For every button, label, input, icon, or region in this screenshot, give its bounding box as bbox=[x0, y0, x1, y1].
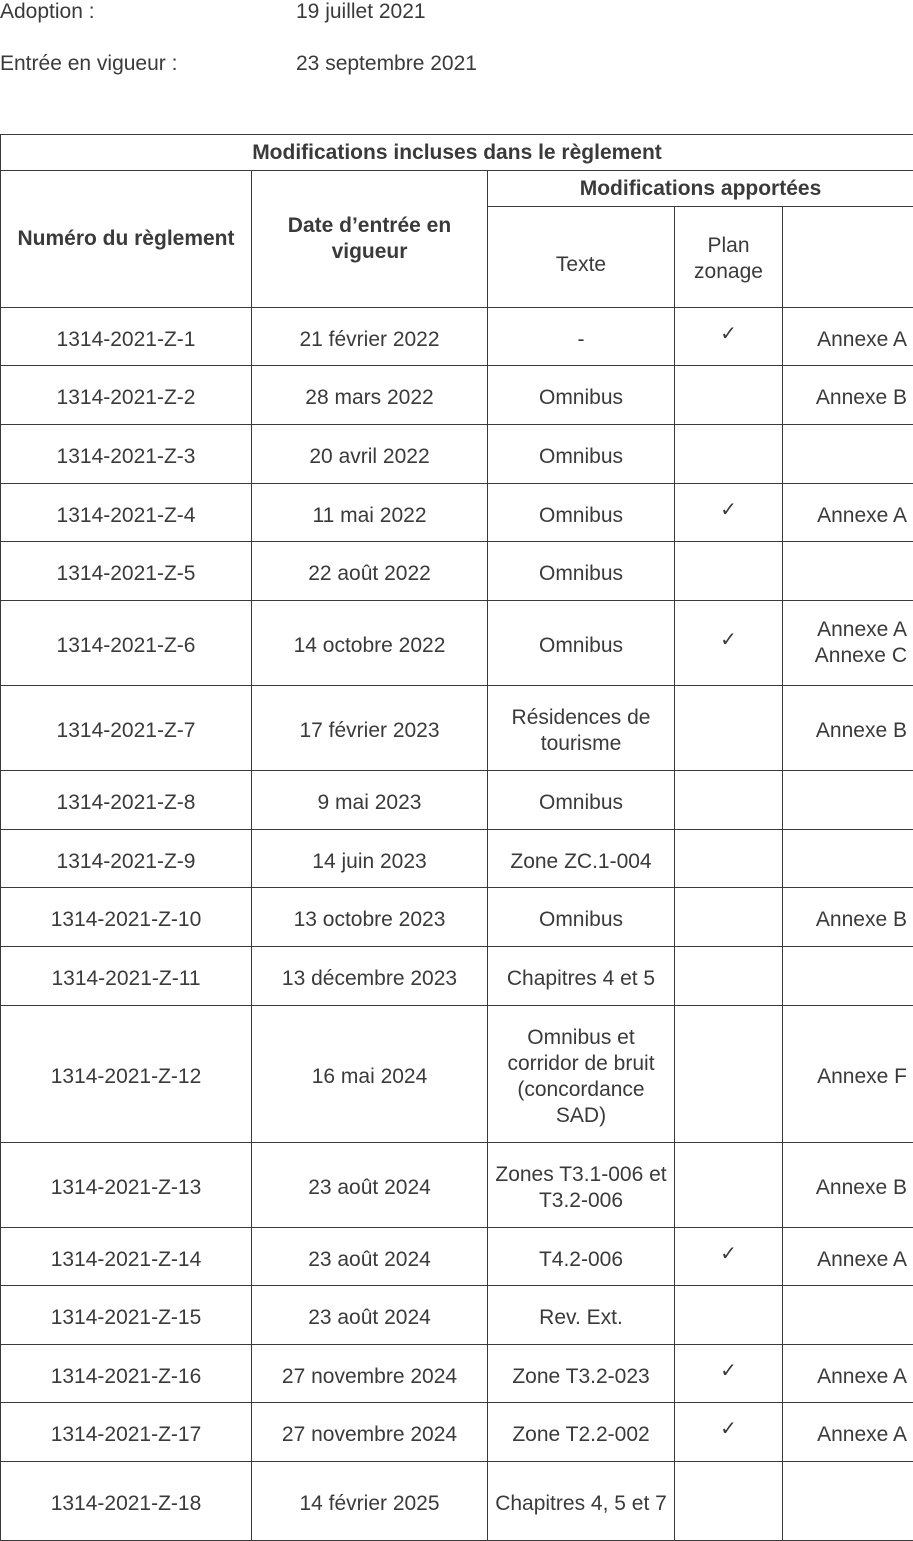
cell-numero: 1314-2021-Z-17 bbox=[1, 1403, 252, 1462]
cell-numero: 1314-2021-Z-15 bbox=[1, 1286, 252, 1345]
cell-numero: 1314-2021-Z-16 bbox=[1, 1345, 252, 1403]
header-annexe bbox=[783, 207, 913, 308]
cell-numero: 1314-2021-Z-13 bbox=[1, 1143, 252, 1228]
cell-date: 9 mai 2023 bbox=[252, 771, 488, 830]
table-row bbox=[1, 425, 913, 484]
cell-plan bbox=[675, 888, 783, 947]
cell-texte: Chapitres 4, 5 et 7 bbox=[488, 1462, 675, 1541]
checkmark-icon: ✓ bbox=[720, 1360, 737, 1382]
cell-annexe bbox=[783, 308, 913, 366]
cell-annexe bbox=[783, 888, 913, 947]
cell-annexe bbox=[783, 1403, 913, 1462]
checkmark-icon: ✓ bbox=[720, 1243, 737, 1265]
cell-plan bbox=[675, 1143, 783, 1228]
annexe-label: Annexe C bbox=[785, 643, 907, 669]
table-row bbox=[1, 542, 913, 601]
cell-date: 23 août 2024 bbox=[252, 1286, 488, 1345]
annexe-label: Annexe B bbox=[785, 718, 907, 744]
checkmark-icon: ✓ bbox=[720, 1418, 737, 1440]
checkmark-icon: ✓ bbox=[720, 323, 737, 345]
cell-date: 20 avril 2022 bbox=[252, 425, 488, 484]
cell-texte: Omnibus bbox=[488, 425, 675, 484]
cell-plan bbox=[675, 1403, 783, 1462]
annexe-label: Annexe F bbox=[785, 1064, 907, 1090]
cell-plan bbox=[675, 425, 783, 484]
cell-date: 27 novembre 2024 bbox=[252, 1345, 488, 1403]
cell-annexe bbox=[783, 1286, 913, 1345]
cell-annexe bbox=[783, 1006, 913, 1143]
annexe-label: Annexe B bbox=[785, 385, 907, 411]
annexe-label: Annexe A bbox=[785, 1247, 907, 1273]
cell-numero: 1314-2021-Z-1 bbox=[1, 308, 252, 366]
cell-numero: 1314-2021-Z-2 bbox=[1, 366, 252, 425]
cell-texte: Résidences de tourisme bbox=[488, 686, 675, 771]
table-row bbox=[1, 888, 913, 947]
cell-numero: 1314-2021-Z-3 bbox=[1, 425, 252, 484]
cell-plan bbox=[675, 484, 783, 542]
table-row bbox=[1, 484, 913, 542]
vigueur-date: 23 septembre 2021 bbox=[296, 52, 477, 76]
cell-date: 27 novembre 2024 bbox=[252, 1403, 488, 1462]
header-numero: Numéro du règlement bbox=[1, 171, 252, 308]
cell-texte: Omnibus et corridor de bruit (concordance SAD) bbox=[488, 1006, 675, 1143]
cell-plan bbox=[675, 601, 783, 686]
cell-annexe bbox=[783, 686, 913, 771]
table-row bbox=[1, 1143, 913, 1228]
annexe-label: Annexe B bbox=[785, 907, 907, 933]
cell-date: 21 février 2022 bbox=[252, 308, 488, 366]
table-row bbox=[1, 947, 913, 1006]
annexe-label: Annexe A bbox=[785, 617, 907, 643]
cell-texte: Zone T2.2-002 bbox=[488, 1403, 675, 1462]
table-title: Modifications incluses dans le règlement bbox=[1, 135, 913, 171]
cell-annexe bbox=[783, 425, 913, 484]
cell-date: 11 mai 2022 bbox=[252, 484, 488, 542]
table-row bbox=[1, 1345, 913, 1403]
header-modifications: Modifications apportées bbox=[488, 171, 913, 207]
cell-plan bbox=[675, 686, 783, 771]
cell-date: 14 octobre 2022 bbox=[252, 601, 488, 686]
modifications-table bbox=[0, 134, 913, 1541]
annexe-label: Annexe A bbox=[785, 1422, 907, 1448]
cell-texte: Zone ZC.1-004 bbox=[488, 830, 675, 888]
cell-texte: Zones T3.1-006 et T3.2-006 bbox=[488, 1143, 675, 1228]
table-row bbox=[1, 1006, 913, 1143]
cell-texte: Omnibus bbox=[488, 601, 675, 686]
cell-date: 14 février 2025 bbox=[252, 1462, 488, 1541]
cell-date: 13 octobre 2023 bbox=[252, 888, 488, 947]
cell-texte: Omnibus bbox=[488, 771, 675, 830]
cell-texte: Rev. Ext. bbox=[488, 1286, 675, 1345]
checkmark-icon: ✓ bbox=[720, 629, 737, 651]
cell-numero: 1314-2021-Z-14 bbox=[1, 1228, 252, 1286]
cell-numero: 1314-2021-Z-18 bbox=[1, 1462, 252, 1541]
cell-annexe bbox=[783, 601, 913, 686]
annexe-label: Annexe A bbox=[785, 1364, 907, 1390]
cell-date: 23 août 2024 bbox=[252, 1228, 488, 1286]
cell-numero: 1314-2021-Z-11 bbox=[1, 947, 252, 1006]
cell-numero: 1314-2021-Z-6 bbox=[1, 601, 252, 686]
adoption-label: Adoption : bbox=[0, 0, 95, 24]
cell-numero: 1314-2021-Z-5 bbox=[1, 542, 252, 601]
table-row bbox=[1, 686, 913, 771]
table-row bbox=[1, 1228, 913, 1286]
cell-date: 13 décembre 2023 bbox=[252, 947, 488, 1006]
cell-plan bbox=[675, 1286, 783, 1345]
cell-date: 14 juin 2023 bbox=[252, 830, 488, 888]
cell-numero: 1314-2021-Z-12 bbox=[1, 1006, 252, 1143]
cell-annexe bbox=[783, 1228, 913, 1286]
cell-plan bbox=[675, 308, 783, 366]
cell-texte: - bbox=[488, 308, 675, 366]
cell-annexe bbox=[783, 1345, 913, 1403]
cell-texte: Omnibus bbox=[488, 366, 675, 425]
table-row bbox=[1, 1462, 913, 1541]
cell-date: 23 août 2024 bbox=[252, 1143, 488, 1228]
table-row bbox=[1, 1286, 913, 1345]
cell-date: 28 mars 2022 bbox=[252, 366, 488, 425]
cell-texte: Omnibus bbox=[488, 542, 675, 601]
cell-annexe bbox=[783, 1462, 913, 1541]
annexe-label: Annexe A bbox=[785, 503, 907, 529]
cell-numero: 1314-2021-Z-8 bbox=[1, 771, 252, 830]
table-row bbox=[1, 1403, 913, 1462]
cell-numero: 1314-2021-Z-7 bbox=[1, 686, 252, 771]
header-texte: Texte bbox=[488, 207, 675, 308]
cell-numero: 1314-2021-Z-4 bbox=[1, 484, 252, 542]
checkmark-icon: ✓ bbox=[720, 499, 737, 521]
cell-annexe bbox=[783, 771, 913, 830]
cell-texte: Chapitres 4 et 5 bbox=[488, 947, 675, 1006]
cell-annexe bbox=[783, 830, 913, 888]
table-body bbox=[1, 308, 913, 1541]
table-row bbox=[1, 308, 913, 366]
cell-plan bbox=[675, 542, 783, 601]
cell-numero: 1314-2021-Z-10 bbox=[1, 888, 252, 947]
cell-texte: Omnibus bbox=[488, 888, 675, 947]
cell-plan bbox=[675, 1345, 783, 1403]
header-plan: Plan zonage bbox=[675, 207, 783, 308]
cell-texte: Omnibus bbox=[488, 484, 675, 542]
cell-annexe bbox=[783, 484, 913, 542]
cell-texte: T4.2-006 bbox=[488, 1228, 675, 1286]
cell-plan bbox=[675, 947, 783, 1006]
cell-date: 22 août 2022 bbox=[252, 542, 488, 601]
cell-annexe bbox=[783, 366, 913, 425]
table-row bbox=[1, 601, 913, 686]
cell-texte: Zone T3.2-023 bbox=[488, 1345, 675, 1403]
table-row bbox=[1, 366, 913, 425]
cell-annexe bbox=[783, 542, 913, 601]
adoption-date: 19 juillet 2021 bbox=[296, 0, 426, 24]
cell-date: 17 février 2023 bbox=[252, 686, 488, 771]
header-date: Date d’entrée en vigueur bbox=[252, 171, 488, 308]
table-row bbox=[1, 771, 913, 830]
annexe-label: Annexe B bbox=[785, 1175, 907, 1201]
annexe-label: Annexe A bbox=[785, 327, 907, 353]
cell-date: 16 mai 2024 bbox=[252, 1006, 488, 1143]
table-row bbox=[1, 830, 913, 888]
cell-numero: 1314-2021-Z-9 bbox=[1, 830, 252, 888]
vigueur-label: Entrée en vigueur : bbox=[0, 52, 177, 76]
cell-plan bbox=[675, 1006, 783, 1143]
cell-annexe bbox=[783, 947, 913, 1006]
cell-annexe bbox=[783, 1143, 913, 1228]
cell-plan bbox=[675, 830, 783, 888]
cell-plan bbox=[675, 1462, 783, 1541]
cell-plan bbox=[675, 1228, 783, 1286]
cell-plan bbox=[675, 771, 783, 830]
cell-plan bbox=[675, 366, 783, 425]
